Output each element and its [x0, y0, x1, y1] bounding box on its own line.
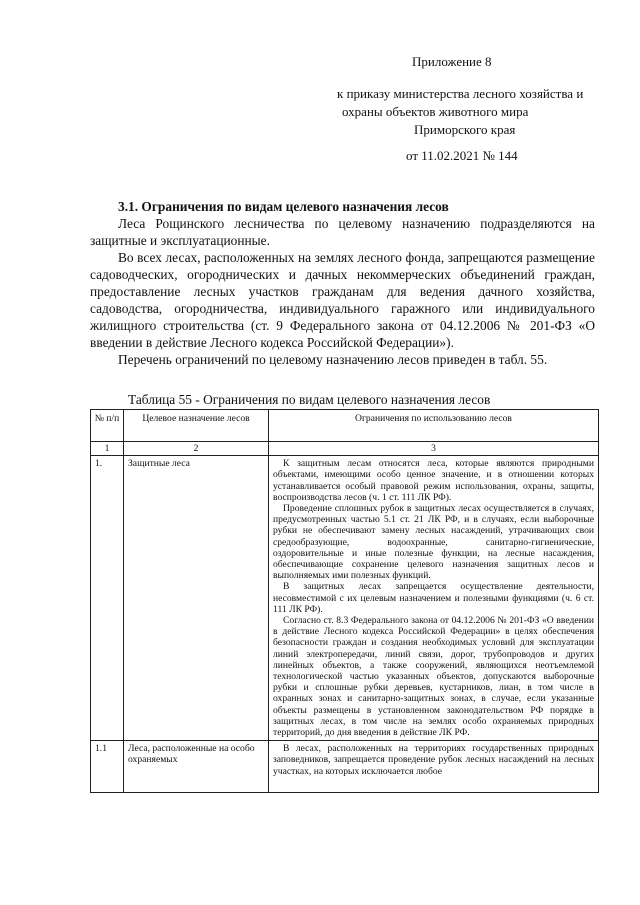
row-restrictions: [269, 456, 599, 741]
table-row: [91, 456, 599, 741]
paragraph-1: Леса Рощинского лесничества по целевому назначению подразделяются на защитные и эксплуатационные.: [90, 216, 595, 248]
row-number: 1.: [91, 456, 124, 741]
restriction-paragraph: Проведение сплошных рубок в защитных лесах осуществляется в случаях, предусмотренных частью 5.1 ст. 21 ЛК РФ, и в случаях, если выборочные рубки не обеспечивают замену лесных насаждений, утрачивающих свои средообразующие, водоохранные, санитарно-гигиенические, оздоровительные и иные полезные функции, на лесные насаждения, обеспечивающие сохранение целевого назначения защитных лесов и выполняемых ими полезных функций.: [273, 503, 594, 582]
paragraph-2: Во всех лесах, расположенных на землях лесного фонда, запрещаются размещение садоводческих, огороднических и дачных некоммерческих объединений граждан, предоставление лесных участков гражданам для ведения дачного хозяйства, садоводства, огородничества, индивидуального гаражного или индивидуального жилищного строительства (ст. 9 Федерального закона от 04.12.2006 № 201-ФЗ «О введении в действие Лесного кодекса Российской Федерации»).: [90, 250, 595, 350]
order-date-number: от 11.02.2021 № 144: [406, 148, 518, 163]
paragraph-3: Перечень ограничений по целевому назначению лесов приведен в табл. 55.: [118, 352, 548, 367]
section-title: 3.1. Ограничения по видам целевого назначения лесов: [118, 199, 449, 214]
order-line-2: охраны объектов животного мира: [342, 104, 529, 119]
row-purpose: Защитные леса: [124, 456, 269, 741]
column-number: 1: [91, 442, 124, 456]
column-number-row: [91, 442, 599, 456]
restriction-paragraph: К защитным лесам относятся леса, которые являются природными объектами, имеющими особо ценное значение, и в отношении которых устанавливается особый правовой режим использования, охраны, защиты, воспроизводства лесов (ч. 1 ст. 111 ЛК РФ).: [273, 458, 594, 503]
column-number: 2: [124, 442, 269, 456]
column-number: 3: [269, 442, 599, 456]
order-line-3: Приморского края: [414, 122, 516, 137]
restriction-paragraph: В лесах, расположенных на территориях государственных природных заповедников, запрещается проведение рубок лесных насаждений на лесных участках, на которых исключается любое: [273, 743, 594, 777]
header-number: № п/п: [91, 410, 124, 442]
row-restrictions: [269, 741, 599, 793]
table-row: [91, 741, 599, 793]
order-line-1: к приказу министерства лесного хозяйства и: [337, 86, 584, 101]
restriction-paragraph: В защитных лесах запрещается осуществление деятельности, несовместимой с их целевым назначением и полезными функциями (ч. 6 ст. 111 ЛК РФ).: [273, 581, 594, 615]
header-restrictions: Ограничения по использованию лесов: [269, 410, 599, 442]
table-header-row: [91, 410, 599, 442]
header-purpose: Целевое назначение лесов: [124, 410, 269, 442]
row-purpose: Леса, расположенные на особо охраняемых: [124, 741, 269, 793]
restriction-paragraph: Согласно ст. 8.3 Федерального закона от 04.12.2006 № 201-ФЗ «О введении в действие Лесного кодекса Российской Федерации» в целях обеспечения безопасности граждан и создания необходимых условий для эксплуатации линий электропередачи, линий связи, дорог, трубопроводов и других линейных объектов, а также сооружений, являющихся неотъемлемой технологической частью указанных объектов, допускаются выборочные рубки и сплошные рубки деревьев, кустарников, лиан, в том числе в охранных зонах и санитарно-защитных зонах, в случае, если указанные объекты размещены в установленном законодательством РФ порядке в защитных лесах, в том числе на землях особо охраняемых природных территорий, до дня введения в действие ЛК РФ.: [273, 615, 594, 739]
appendix-title: Приложение 8: [412, 54, 492, 69]
restrictions-table: [90, 409, 599, 793]
table-caption: Таблица 55 - Ограничения по видам целевого назначения лесов: [128, 392, 491, 407]
section-3-1: [90, 198, 595, 368]
row-number: 1.1: [91, 741, 124, 793]
